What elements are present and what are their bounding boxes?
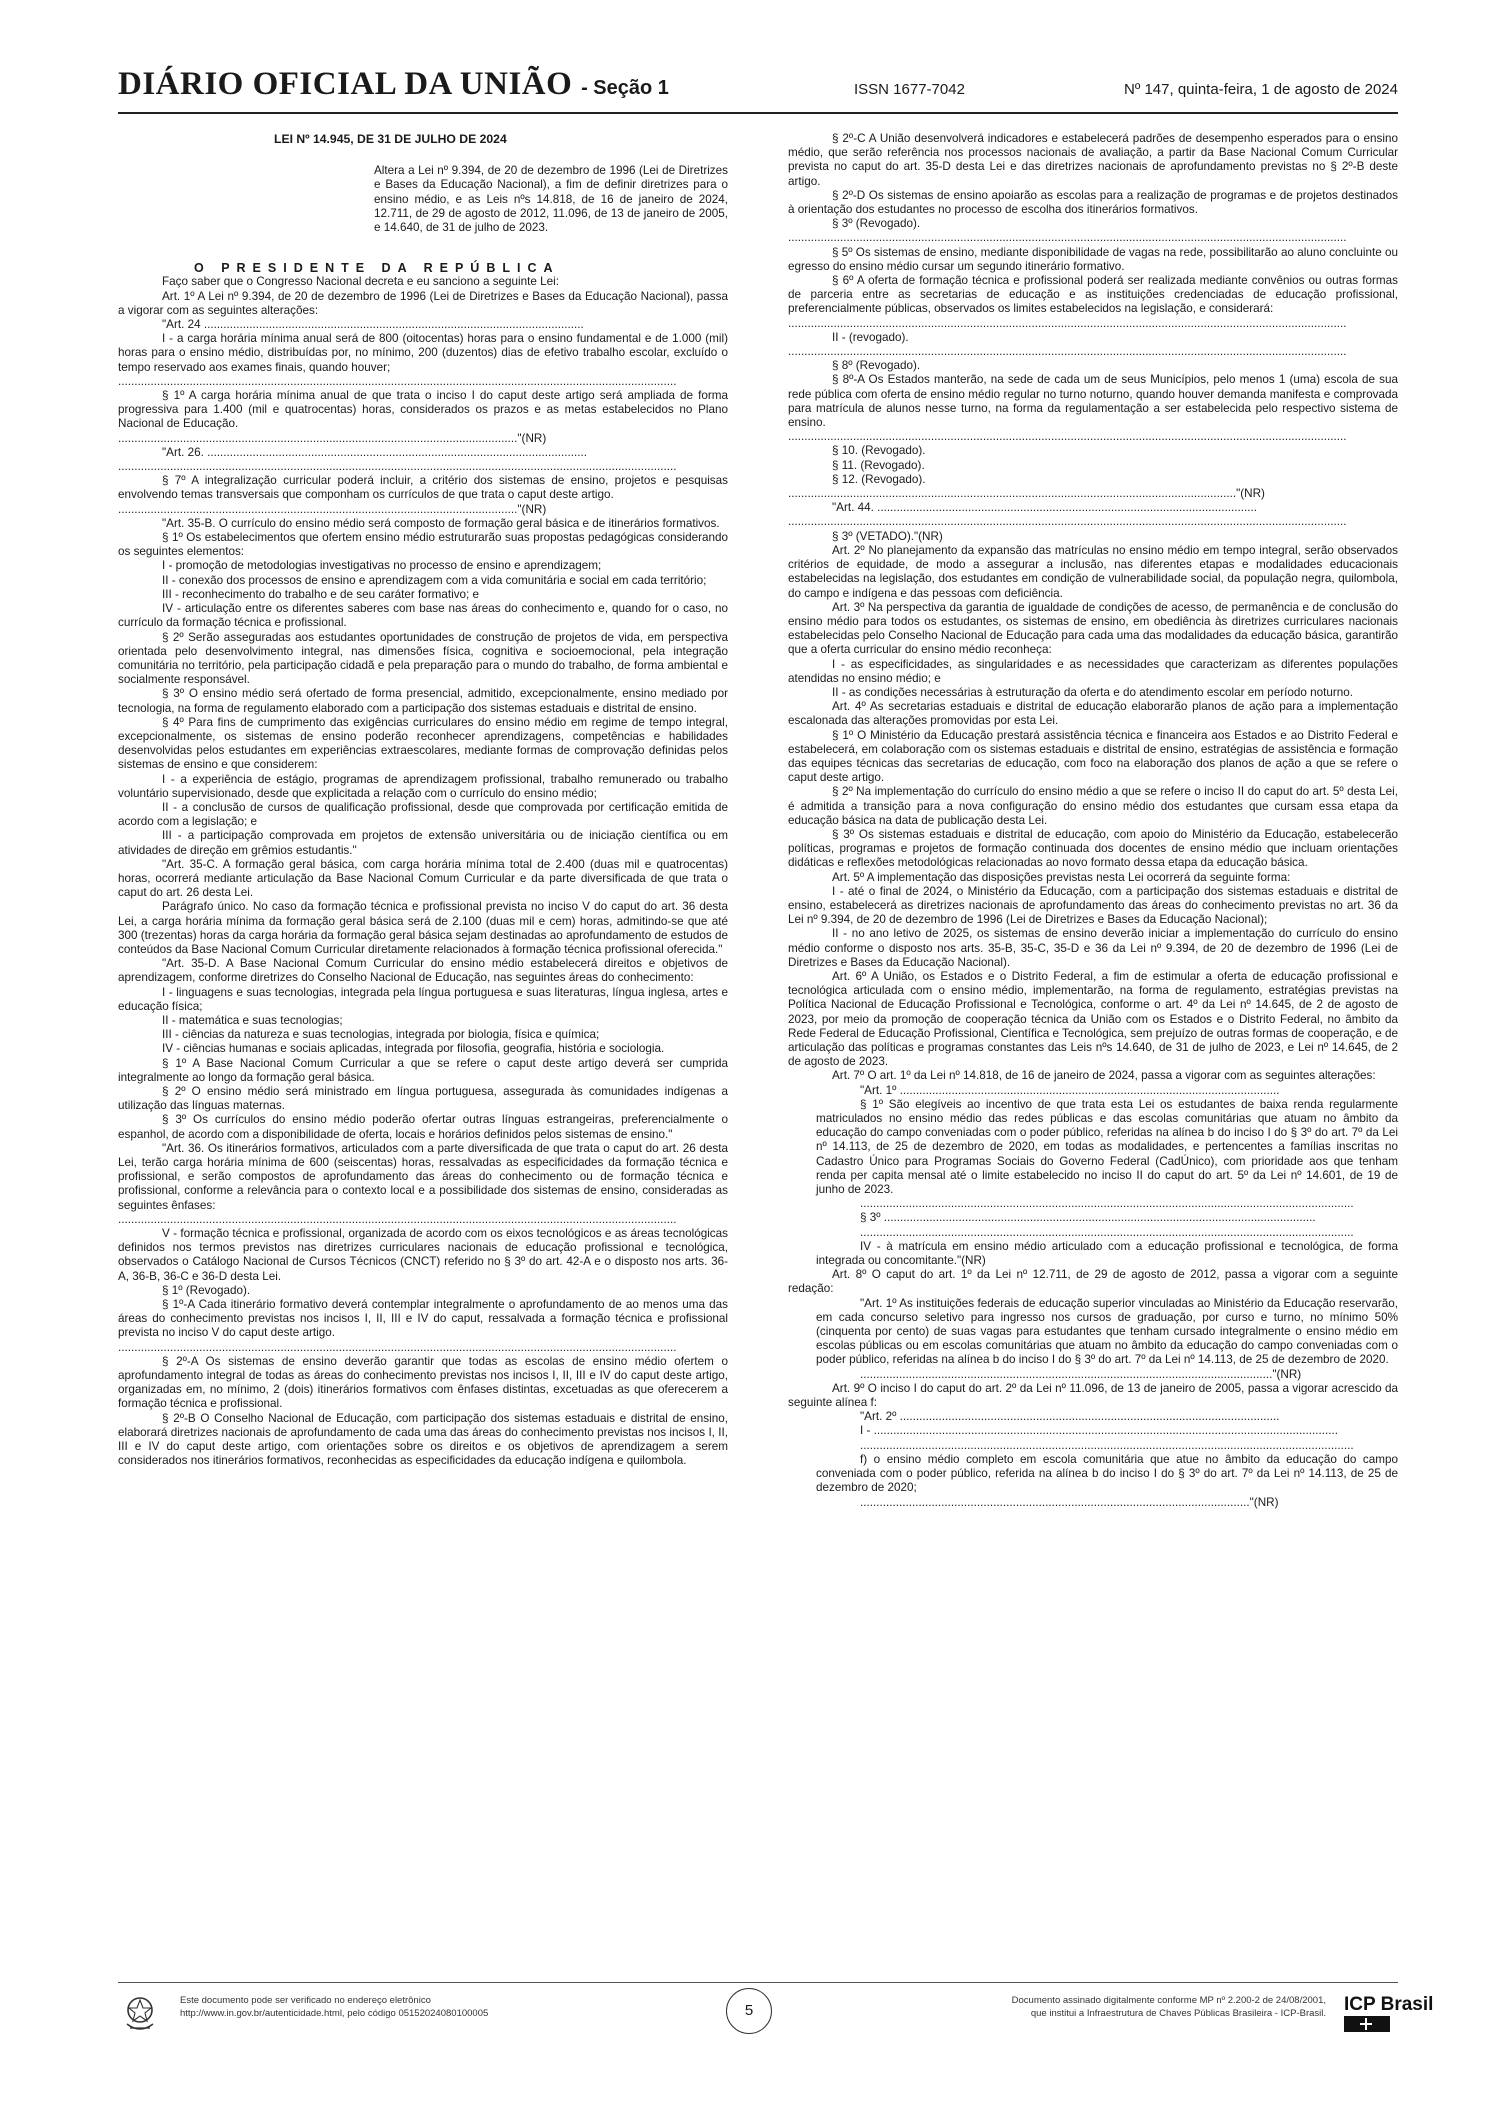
left-column-paragraph: ..........................................................................................................................."(NR) (118, 431, 547, 445)
left-column-paragraph: § 1º-A Cada itinerário formativo deverá contemplar integralmente o aprofundamento de ao menos uma das áreas do conhecimento previstas nos incisos I, II, III e IV do caput, ressalvada a formação técnica e profissional prevista no inciso V do caput deste artigo. (118, 1298, 728, 1340)
left-column-paragraph: § 1º A carga horária mínima anual de que trata o inciso I do caput deste artigo será ampliada de forma progressiva para 1.400 (mil e quatrocentas) horas, considerados os prazos e as metas estabelecidos no Plano Nacional de Educação. (118, 389, 728, 431)
right-column-paragraph: ..............................................................................................................................."(NR) (860, 1367, 1302, 1381)
right-column-paragraph: "Art. 2º ..................................................................................................................... (860, 1410, 1280, 1424)
left-column-paragraph: § 1º Os estabelecimentos que ofertem ensino médio estruturarão suas propostas pedagógicas considerando os seguintes elementos: (118, 531, 728, 559)
signature-line-2: que institui a Infraestrutura de Chaves Públicas Brasileira - ICP-Brasil. (1030, 2008, 1326, 2019)
left-column-paragraph: Faço saber que o Congresso Nacional decreta e eu sanciono a seguinte Lei: (162, 275, 559, 289)
right-column-paragraph: Art. 2º No planejamento da expansão das matrículas no ensino médio em tempo integral, serão observados critérios de equidade, de modo a assegurar a inclusão, nas diferentes etapas e modalidades educacionais estabelecidas na legislação, dos estudantes em condição de vulnerabilidade social, da população negra, quilombola, do campo e indígena e das pessoas com deficiência. (788, 543, 1398, 600)
left-column-paragraph: III - reconhecimento do trabalho e de seu caráter formativo; e (162, 587, 480, 601)
masthead (118, 66, 669, 103)
icp-logo-text: ICP Brasil (1344, 1994, 1434, 2015)
right-column-paragraph: § 8º-A Os Estados manterão, na sede de cada um de seus Municípios, pelo menos 1 (uma) escola de sua rede pública com oferta de ensino médio regular no turno noturno, quando houver demanda manifesta e comprovada para matrícula de alunos nesse turno, na forma da regulamentação a ser estabelecida pelo respectivo sistema de ensino. (788, 373, 1398, 430)
left-column-paragraph: II - a conclusão de cursos de qualificação profissional, desde que comprovada por certificação emitida de acordo com a legislação; e (118, 800, 728, 829)
right-column-paragraph: Art. 7º O art. 1º da Lei nº 14.818, de 16 de janeiro de 2024, passa a vigorar com as seguintes alterações: (832, 1069, 1376, 1083)
left-column-paragraph: ............................................................................................................................................................................ (118, 374, 677, 388)
coat-of-arms-icon (122, 1994, 158, 2034)
left-column-paragraph: § 2º O ensino médio será ministrado em língua portuguesa, assegurada às comunidades indígenas a utilização das línguas maternas. (118, 1085, 728, 1113)
right-column-paragraph: § 2º-D Os sistemas de ensino apoiarão as escolas para a realização de programas e de projetos destinados à orientação dos estudantes no processo de escolha dos itinerários formativos. (788, 188, 1398, 217)
icp-brasil-logo (1336, 1988, 1434, 2042)
right-column-paragraph: ........................................................................................................................................................ (860, 1197, 1354, 1211)
right-column-paragraph: ............................................................................................................................................................................ (788, 515, 1347, 529)
right-column-paragraph: Art. 8º O caput do art. 1º da Lei nº 12.711, de 29 de agosto de 2012, passa a vigorar com a seguinte redação: (788, 1268, 1398, 1296)
right-column-paragraph: f) o ensino médio completo em escola comunitária que atue no âmbito da educação do campo conveniada com o poder público, referida na alínea b do inciso I do § 3º do art. 7º da Lei nº 14.113, de 25 de dezembro de 2020; (816, 1452, 1398, 1495)
left-column-paragraph: § 2º Serão asseguradas aos estudantes oportunidades de construção de projetos de vida, em perspectiva orientada pelo desenvolvimento integral, nas dimensões física, cognitiva e socioemocional, pela integração comunitária no território, pela participação cidadã e pela preparação para o mundo do trabalho, de forma ambiental e socialmente responsável. (118, 630, 728, 687)
left-column (118, 132, 728, 1957)
right-column-paragraph: "Art. 1º As instituições federais de educação superior vinculadas ao Ministério da Educação reservarão, em cada concurso seletivo para ingresso nos cursos de graduação, por curso e turno, no mínimo 50% (cinquenta por cento) de suas vagas para estudantes que tenham cursado integralmente o ensino médio em escolas públicas ou em escolas comunitárias que atuam no âmbito da educação do campo conveniadas com o poder público, referidas na alínea b do inciso I do § 3º do art. 7º da Lei nº 14.113, de 25 de dezembro de 2020. (816, 1296, 1398, 1367)
left-column-paragraph: § 7º A integralização curricular poderá incluir, a critério dos sistemas de ensino, projetos e pesquisas envolvendo temas transversais que componham os currículos de que trata o caput deste artigo. (118, 474, 728, 502)
right-column-paragraph: ............................................................................................................................................................................ (788, 231, 1347, 245)
right-column-paragraph: "Art. 1º ..................................................................................................................... (860, 1083, 1280, 1097)
left-column-paragraph: III - ciências da natureza e suas tecnologias, integrada por biologia, física e química; (162, 1028, 600, 1042)
left-column-paragraph: Art. 1º A Lei nº 9.394, de 20 de dezembro de 1996 (Lei de Diretrizes e Bases da Educação Nacional), passa a vigorar com as seguintes alterações: (118, 289, 728, 317)
section-label: - Seção 1 (581, 77, 669, 99)
left-column-paragraph: § 2º-A Os sistemas de ensino deverão garantir que todas as escolas de ensino médio ofertem o aprofundamento integral de todas as áreas do conhecimento previstas nos incisos I, II, III e IV do caput deste artigo, organizadas em, no mínimo, 2 (dois) itinerários formativos com ênfases distintas, excetuadas as que oferecerem a formação técnica e profissional. (118, 1354, 728, 1411)
right-column-paragraph: § 3º (Revogado). (832, 217, 921, 231)
left-column-paragraph: Altera a Lei nº 9.394, de 20 de dezembro de 1996 (Lei de Diretrizes e Bases da Educação Nacional), a fim de definir diretrizes para o ensino médio, e as Leis nºs 14.818, de 16 de janeiro de 2024, 12.711, de 29 de agosto de 2012, 11.096, de 13 de janeiro de 2005, e 14.640, de 31 de julho de 2023. (374, 164, 728, 235)
left-column-paragraph: ............................................................................................................................................................................ (118, 1212, 677, 1226)
right-column-paragraph: § 2º-C A União desenvolverá indicadores e estabelecerá padrões de desempenho esperados para o ensino médio, que serão referência nos processos nacionais de avaliação, a partir da Base Nacional Comum Curricular prevista no caput do art. 35-D desta Lei e das diretrizes nacionais de aprofundamento previstas no § 2º-B deste artigo. (788, 132, 1398, 188)
masthead-title: DIÁRIO OFICIAL DA UNIÃO (118, 66, 573, 102)
verification-line-1: Este documento pode ser verificado no endereço eletrônico (180, 1995, 431, 2006)
right-column-paragraph: ........................................................................................................................"(NR) (860, 1495, 1279, 1509)
right-column-paragraph: Art. 6º A União, os Estados e o Distrito Federal, a fim de estimular a oferta de educação profissional e tecnológica articulada com o ensino médio, implementarão, na forma de regulamento, estratégias previstas na Política Nacional de Educação Profissional e Tecnológica, conforme o art. 4º da Lei nº 14.645, de 2 de agosto de 2023, por meio da promoção de cooperação técnica da União com os Estados e o Distrito Federal, no âmbito da Rede Federal de Educação Profissional, Científica e Tecnológica, sem prejuízo de outras formas de cooperação, e de articulação das políticas e programas constantes das Leis nºs 14.640, de 31 de julho de 2023, e Lei nº 14.645, de 2 de agosto de 2023. (788, 969, 1398, 1069)
right-column-paragraph: ........................................................................................................................................................ (860, 1225, 1354, 1239)
left-column-paragraph: § 1º (Revogado). (162, 1283, 251, 1297)
left-column-paragraph: IV - ciências humanas e sociais aplicadas, integrada por filosofia, geografia, história e sociologia. (162, 1042, 665, 1056)
right-column-paragraph: § 3º (VETADO)."(NR) (832, 529, 943, 543)
left-column-paragraph: § 4º Para fins de cumprimento das exigências curriculares do ensino médio em regime de tempo integral, excepcionalmente, os sistemas de ensino poderão reconhecer aprendizagens, competências e habilidades desenvolvidas pelos estudantes em experiências extraescolares, mediante formas de comprovação definidas pelos sistemas de ensino e que considerem: (118, 715, 728, 772)
left-column-paragraph: LEI Nº 14.945, DE 31 DE JULHO DE 2024 (274, 132, 507, 146)
verification-note (180, 1994, 488, 2020)
right-column-paragraph: Art. 5º A implementação das disposições previstas nesta Lei ocorrerá da seguinte forma: (832, 870, 1291, 884)
right-column-paragraph: I - até o final de 2024, o Ministério da Educação, com a participação dos sistemas estaduais e distrital de ensino, estabelecerá as diretrizes nacionais de aprofundamento das áreas do conhecimento previstas no art. 36 da Lei nº 9.394, de 20 de dezembro de 1996 (Lei de Diretrizes e Bases da Educação Nacional); (788, 884, 1398, 927)
right-column-paragraph: § 3º Os sistemas estaduais e distrital de educação, com apoio do Ministério da Educação, estabelecerão políticas, programas e projetos de formação continuada dos docentes de ensino médio que incluam orientações didáticas e reflexões metodológicas relacionadas ao novo formato dessa etapa da educação básica. (788, 827, 1398, 870)
right-column-paragraph: § 5º Os sistemas de ensino, mediante disponibilidade de vagas na rede, possibilitarão ao aluno concluinte ou egresso do ensino médio cursar um segundo itinerário formativo. (788, 245, 1398, 273)
right-column-paragraph: § 10. (Revogado). (832, 444, 926, 458)
right-column-paragraph: II - as condições necessárias à estruturação da oferta e do atendimento escolar em período noturno. (832, 685, 1354, 699)
issn-label: ISSN 1677-7042 (854, 81, 965, 98)
left-column-paragraph: § 2º-B O Conselho Nacional de Educação, com participação dos sistemas estaduais e distrital de ensino, elaborará diretrizes nacionais de aprofundamento de cada uma das áreas do conhecimento previstas nos incisos I, II, III e IV do caput deste artigo, com orientações sobre os direitos e os objetivos de aprendizagem a serem considerados nos itinerários formativos, reconhecidas as especificidades da educação indígena e quilombola. (118, 1411, 728, 1468)
left-column-paragraph: ............................................................................................................................................................................ (118, 1340, 677, 1354)
edition-label: Nº 147, quinta-feira, 1 de agosto de 2024 (1123, 81, 1398, 98)
left-column-paragraph: ............................................................................................................................................................................ (118, 460, 677, 474)
signature-note (1012, 1994, 1326, 2020)
right-column-paragraph: ............................................................................................................................................................................ (788, 345, 1347, 359)
right-column (788, 132, 1398, 1957)
left-column-paragraph: § 3º O ensino médio será ofertado de forma presencial, admitido, excepcionalmente, ensino mediado por tecnologia, na forma de regulamento elaborado com a participação dos sistemas estaduais e distrital de ensino. (118, 687, 728, 715)
right-column-paragraph: Art. 3º Na perspectiva da garantia de igualdade de condições de acesso, de permanência e de conclusão do ensino médio para todos os estudantes, os sistemas de ensino, em obediência às diretrizes curriculares nacionais estabelecidas pelo Conselho Nacional de Educação para cada uma das modalidades da educação básica, garantirão que a oferta curricular do ensino médio reconheça: (788, 600, 1398, 657)
left-column-paragraph: "Art. 35-B. O currículo do ensino médio será composto de formação geral básica e de itinerários formativos. (162, 516, 720, 530)
left-column-paragraph: Parágrafo único. No caso da formação técnica e profissional prevista no inciso V do caput do art. 36 desta Lei, a carga horária mínima da formação geral básica será de 2.100 (duas mil e cem) horas, admitindo-se que até 300 (trezentas) horas da carga horária da formação geral básica sejam destinadas ao aprofundamento de estudos de conteúdos da Base Nacional Comum Curricular diretamente relacionados à formação técnica profissional oferecida." (118, 900, 728, 956)
signature-line-1: Documento assinado digitalmente conforme MP nº 2.200-2 de 24/08/2001, (1011, 1995, 1326, 2006)
left-column-paragraph: "Art. 26. ..................................................................................................................... (162, 445, 587, 459)
right-column-paragraph: .........................................................................................................................................."(NR) (788, 487, 1265, 501)
left-column-paragraph: IV - articulação entre os diferentes saberes com base nas áreas do conhecimento e, quando for o caso, no currículo da formação técnica e profissional. (118, 602, 728, 630)
footer-rule (118, 1982, 1398, 1983)
left-column-paragraph: I - a experiência de estágio, programas de aprendizagem profissional, trabalho remunerado ou trabalho voluntário supervisionado, desde que explicitada a relação com o currículo do ensino médio; (118, 772, 728, 800)
header-rule (118, 112, 1398, 114)
left-column-paragraph: I - a carga horária mínima anual será de 800 (oitocentas) horas para o ensino fundamental e de 1.000 (mil) horas para o ensino médio, distribuídas por, no mínimo, 200 (duzentos) dias de efetivo trabalho escolar, excluído o tempo reservado aos exames finais, quando houver; (118, 332, 728, 374)
right-column-paragraph: II - no ano letivo de 2025, os sistemas de ensino deverão iniciar a implementação do currículo do ensino médio conforme o disposto nos arts. 35-B, 35-C, 35-D e 36 da Lei nº 9.394, de 20 de dezembro de 1996 (Lei de Diretrizes e Bases da Educação Nacional). (788, 927, 1398, 969)
left-column-paragraph: ..........................................................................................................................."(NR) (118, 502, 547, 516)
left-column-paragraph: "Art. 35-C. A formação geral básica, com carga horária mínima total de 2.400 (duas mil e quatrocentas) horas, ocorrerá mediante articulação da Base Nacional Comum Curricular e da parte diversificada de que trata o caput do art. 26 desta Lei. (118, 857, 728, 900)
right-column-paragraph: ............................................................................................................................................................................ (788, 316, 1347, 330)
right-column-paragraph: ............................................................................................................................................................................ (788, 430, 1347, 444)
right-column-paragraph: § 6º A oferta de formação técnica e profissional poderá ser realizada mediante convênios ou outras formas de parceria entre as secretarias de educação e as instituições credenciadas de educação profissional, preferencialmente públicas, observados os limites estabelecidos na legislação, e considerará: (788, 274, 1398, 316)
page-footer (118, 1988, 1434, 2048)
right-column-paragraph: ........................................................................................................................................................ (860, 1438, 1354, 1452)
right-column-paragraph: § 1º São elegíveis ao incentivo de que trata esta Lei os estudantes de baixa renda regularmente matriculados no ensino médio das redes públicas e das escolas comunitárias que atuam no âmbito da educação do campo conveniadas com o poder público, referidas na alínea b do inciso I do § 3º do art. 7º da Lei nº 14.113, de 25 de dezembro de 2020, em todas as modalidades, e pertencentes a famílias inscritas no Cadastro Único para Programas Sociais do Governo Federal (CadÚnico), com prioridade aos que tenham renda per capita mensal até o limite estabelecido no inciso II do caput do art. 5º da Lei nº 14.601, de 19 de junho de 2023. (816, 1097, 1398, 1197)
left-column-paragraph: "Art. 35-D. A Base Nacional Comum Curricular do ensino médio estabelecerá direitos e objetivos de aprendizagem, conforme diretrizes do Conselho Nacional de Educação, nas seguintes áreas do conhecimento: (118, 957, 728, 985)
right-column-paragraph: § 8º (Revogado). (832, 359, 921, 373)
left-column-paragraph: I - promoção de metodologias investigativas no processo de ensino e aprendizagem; (162, 559, 602, 573)
left-column-paragraph: I - linguagens e suas tecnologias, integrada pela língua portuguesa e suas literaturas, língua inglesa, artes e educação física; (118, 985, 728, 1013)
left-column-paragraph: II - conexão dos processos de ensino e aprendizagem com a vida comunitária e social em cada território; (162, 573, 707, 587)
left-column-paragraph: § 1º A Base Nacional Comum Curricular a que se refere o caput deste artigo deverá ser cumprida integralmente ao longo da formação geral básica. (118, 1056, 728, 1084)
right-column-paragraph: § 3º ..................................................................................................................................... (860, 1211, 1316, 1225)
left-column-paragraph: II - matemática e suas tecnologias; (162, 1013, 343, 1027)
left-column-paragraph: O PRESIDENTE DA REPÚBLICA (194, 261, 560, 276)
left-column-paragraph: § 3º Os currículos do ensino médio poderão ofertar outras línguas estrangeiras, preferencialmente o espanhol, de acordo com a disponibilidade de oferta, locais e horários definidos pelos sistemas de ensino." (118, 1113, 728, 1141)
page-number: 5 (726, 1988, 772, 2034)
right-column-paragraph: I - ............................................................................................................................................... (860, 1424, 1338, 1438)
left-column-paragraph: V - formação técnica e profissional, organizada de acordo com os eixos tecnológicos e as áreas tecnológicas definidos nos termos previstos nas diretrizes curriculares nacionais de educação profissional e tecnológica, observados o Catálogo Nacional de Cursos Técnicos (CNCT) referido no § 3º do art. 42-A e o disposto nos arts. 36-A, 36-B, 36-C e 36-D desta Lei. (118, 1227, 728, 1283)
right-column-paragraph: § 12. (Revogado). (832, 472, 926, 486)
right-column-paragraph: "Art. 44. ..................................................................................................................... (832, 501, 1257, 515)
right-column-paragraph: Art. 9º O inciso I do caput do art. 2º da Lei nº 11.096, de 13 de janeiro de 2005, passa a vigorar acrescido da seguinte alínea f: (788, 1381, 1398, 1410)
right-column-paragraph: IV - à matrícula em ensino médio articulado com a educação profissional e tecnológica, de forma integrada ou concomitante."(NR) (816, 1239, 1398, 1268)
right-column-paragraph: I - as especificidades, as singularidades e as necessidades que caracterizam as diferentes populações atendidas no ensino médio; e (788, 657, 1398, 685)
verification-line-2: http://www.in.gov.br/autenticidade.html, pelo código 05152024080100005 (180, 2008, 489, 2019)
right-column-paragraph: II - (revogado). (832, 330, 909, 344)
right-column-paragraph: § 11. (Revogado). (832, 458, 925, 472)
left-column-paragraph: III - a participação comprovada em projetos de extensão universitária ou de iniciação científica ou em atividades de direção em grêmios estudantis." (118, 829, 728, 857)
right-column-paragraph: § 2º Na implementação do currículo do ensino médio a que se refere o inciso II do caput do art. 5º desta Lei, é admitida a transição para a nova configuração do ensino médio dos estudantes que cursam essa etapa da educação básica na data de publicação desta Lei. (788, 785, 1398, 827)
right-column-paragraph: § 1º O Ministério da Educação prestará assistência técnica e financeira aos Estados e ao Distrito Federal e estabelecerá, em colaboração com os sistemas estaduais e distrital de ensino, estratégias de assistência e formação das equipes técnicas das secretarias de educação, com foco na elaboração dos planos de ação a que se refere o caput deste artigo. (788, 728, 1398, 785)
left-column-paragraph: "Art. 24 ..................................................................................................................... (162, 318, 584, 332)
left-column-paragraph: "Art. 36. Os itinerários formativos, articulados com a parte diversificada de que trata o caput do art. 26 desta Lei, terão carga horária mínima de 600 (seiscentas) horas, ressalvadas as especificidades da formação técnica e profissional, e serão compostos de aprofundamento das áreas do conhecimento ou de formação técnica e profissional, conforme a relevância para o contexto local e a possibilidade dos sistemas de ensino, consideradas as seguintes ênfases: (118, 1141, 728, 1212)
page-header (118, 66, 1398, 110)
right-column-paragraph: Art. 4º As secretarias estaduais e distrital de educação elaborarão planos de ação para a implementação escalonada das alterações promovidas por esta Lei. (788, 700, 1398, 728)
